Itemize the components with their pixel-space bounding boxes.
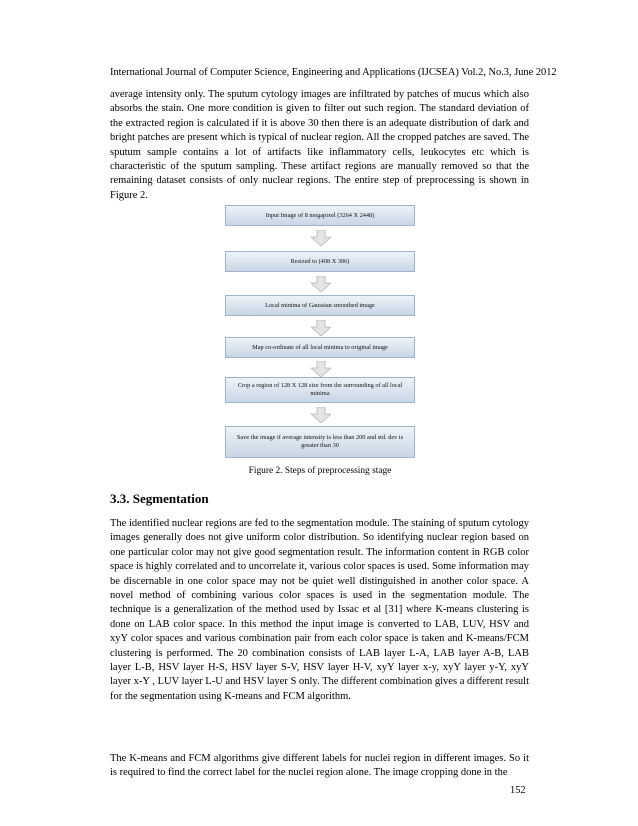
section-title: 3.3. Segmentation [110, 491, 209, 506]
down-arrow-icon [311, 361, 331, 377]
page-number: 152 [510, 785, 526, 796]
down-arrow-icon [311, 407, 331, 423]
down-arrow-icon [311, 276, 331, 292]
flow-step-3: Local minima of Gaussian smoothed image [225, 295, 415, 316]
flow-step-4: Map co-ordinate of all local minima to original image [225, 337, 415, 358]
flow-step-5: Crop a region of 128 X 128 size from the surrounding of all local minima [225, 377, 415, 403]
body-paragraph-3: The K-means and FCM algorithms give different labels for nuclei region in different images. So it is required to find the correct label for the nuclei region alone. The image cropping done in the [110, 753, 529, 779]
flow-step-2: Resized to (408 X 306) [225, 251, 415, 272]
flow-step-6: Save the image if average intensity is less than 200 and std. dev is greater than 30 [225, 426, 415, 458]
running-head: International Journal of Computer Science, Engineering and Applications (IJCSEA) Vol.2, No.3, June 2012 [110, 67, 557, 78]
body-paragraph-2: The identified nuclear regions are fed to the segmentation module. The staining of sputum cytology images generally does not give uniform color distribution. So identifying nuclear region based on one particular color may not give good segmentation result. The information content in RGB color space is highly correlated and to uncorrelate it, various color spaces is used. Some information may be discernable in one color space may not be quiet well distinguished in another color space. A novel method of combining various color spaces is used in the segmentation module. The technique is a generalization of the method used by Issac et al [31] where K-means clustering is done on LAB color space. In this method the input image is converted to LAB, LUV, HSV and xyY color spaces and various combination pair from each color space is taken and K-means/FCM clustering is performed. The 20 combination consists of LAB layer L-A, LAB layer A-B, LAB layer L-B, HSV layer H-S, HSV layer S-V, HSV layer H-V, xyY layer x-y, xyY layer y-Y, xyY layer x-Y , LUV layer L-U and HSV layer S only. The different combination gives a different result for the segmentation using K-means and FCM algorithm. [110, 518, 529, 702]
body-paragraph-1: average intensity only. The sputum cytology images are infiltrated by patches of mucus which also absorbs the stain. One more condition is given to filter out such region. The standard deviation of the extracted region is calculated if it is above 30 then there is an adequate distribution of dark and bright patches are present which is typical of nuclear region. All the cropped patches are saved. The sputum sample contains a lot of artifacts like inflammatory cells, leukocytes etc which is characteristic of the sputum sampling. These artifact regions are manually removed so that the remaining dataset consists of only nuclear regions. The entire step of preprocessing is shown in Figure 2. [110, 89, 529, 201]
down-arrow-icon [311, 230, 331, 246]
figure-caption: Figure 2. Steps of preprocessing stage [248, 466, 392, 476]
down-arrow-icon [311, 320, 331, 336]
flow-step-1: Input Image of 8 megapixel (3264 X 2448) [225, 205, 415, 226]
preprocessing-flowchart [225, 205, 415, 458]
